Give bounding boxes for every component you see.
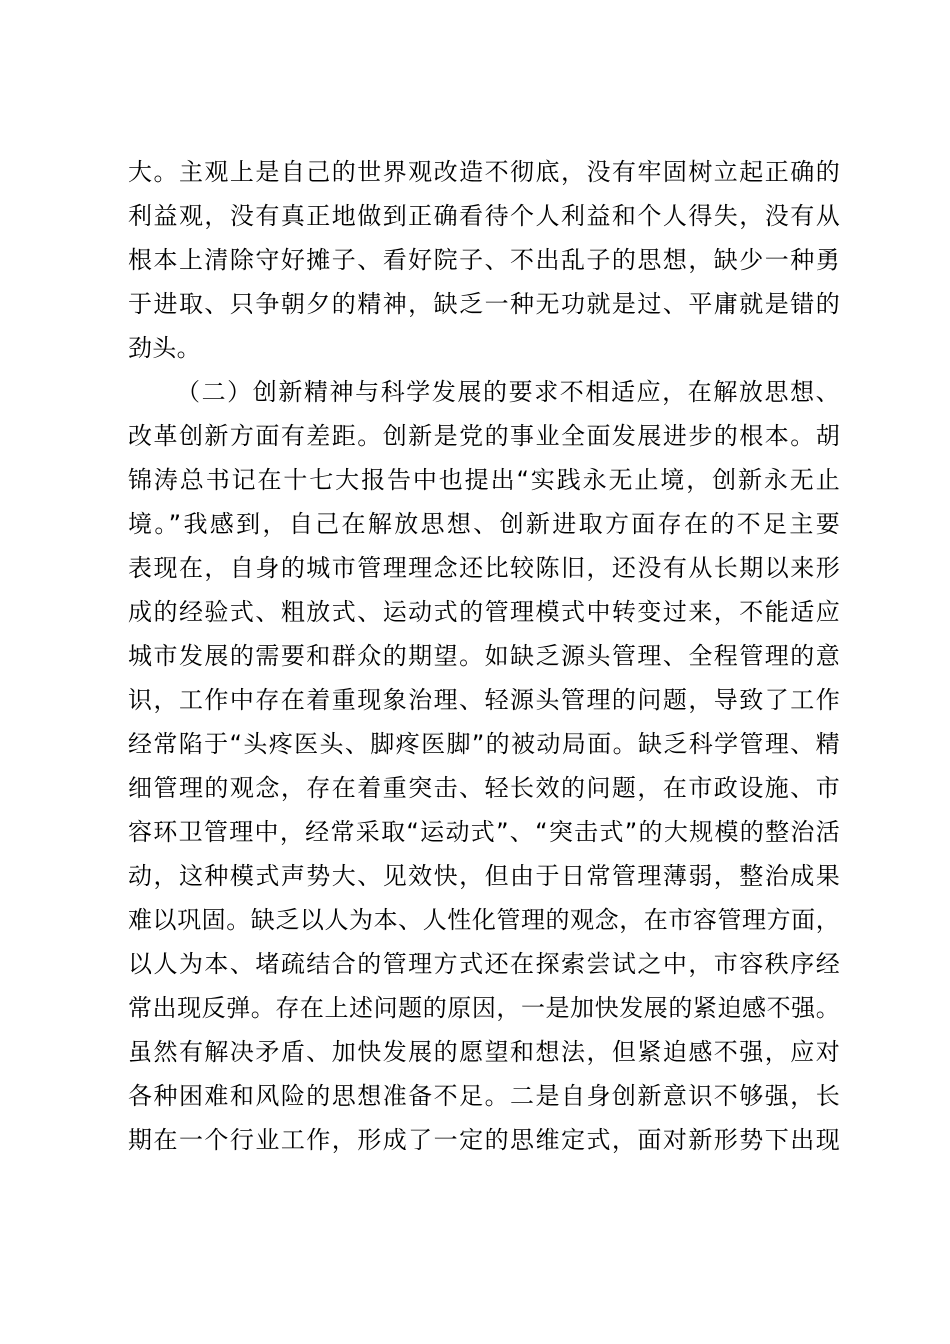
text-line: 期在一个行业工作，形成了一定的思维定式，面对新形势下出现: [128, 1126, 840, 1154]
text-line: 城市发展的需要和群众的期望。如缺乏源头管理、全程管理的意: [128, 642, 840, 670]
text-line: 以人为本、堵疏结合的管理方式还在探索尝试之中，市容秩序经: [128, 950, 840, 978]
text-line: 细管理的观念，存在着重突击、轻长效的问题，在市政设施、市: [128, 774, 840, 802]
text-line: 成的经验式、粗放式、运动式的管理模式中转变过来，不能适应: [128, 598, 840, 626]
text-line: 经常陷于“头疼医头、脚疼医脚”的被动局面。缺乏科学管理、精: [128, 730, 840, 758]
section-heading-line: （二）创新精神与科学发展的要求不相适应，在解放思想、: [176, 378, 840, 406]
text-line: 各种困难和风险的思想准备不足。二是自身创新意识不够强，长: [128, 1082, 840, 1110]
text-line: 于进取、只争朝夕的精神，缺乏一种无功就是过、平庸就是错的: [128, 290, 840, 318]
text-line: 动，这种模式声势大、见效快，但由于日常管理薄弱，整治成果: [128, 862, 840, 890]
text-line: 境。”我感到，自己在解放思想、创新进取方面存在的不足主要: [128, 510, 840, 538]
text-line: 识，工作中存在着重现象治理、轻源头管理的问题，导致了工作: [128, 686, 840, 714]
text-line: 劲头。: [128, 334, 201, 362]
text-line: 虽然有解决矛盾、加快发展的愿望和想法，但紧迫感不强，应对: [128, 1038, 840, 1066]
text-line: 难以巩固。缺乏以人为本、人性化管理的观念，在市容管理方面，: [128, 906, 840, 934]
text-line: 常出现反弹。存在上述问题的原因，一是加快发展的紧迫感不强。: [128, 994, 840, 1022]
text-line: 根本上清除守好摊子、看好院子、不出乱子的思想，缺少一种勇: [128, 246, 840, 274]
text-line: 大。主观上是自己的世界观改造不彻底，没有牢固树立起正确的: [128, 158, 840, 186]
text-line: 容环卫管理中，经常采取“运动式”、“突击式”的大规模的整治活: [128, 818, 840, 846]
text-line: 利益观，没有真正地做到正确看待个人利益和个人得失，没有从: [128, 202, 840, 230]
text-line: 表现在，自身的城市管理理念还比较陈旧，还没有从长期以来形: [128, 554, 840, 582]
text-line: 锦涛总书记在十七大报告中也提出“实践永无止境，创新永无止: [128, 466, 840, 494]
text-line: 改革创新方面有差距。创新是党的事业全面发展进步的根本。胡: [128, 422, 840, 450]
